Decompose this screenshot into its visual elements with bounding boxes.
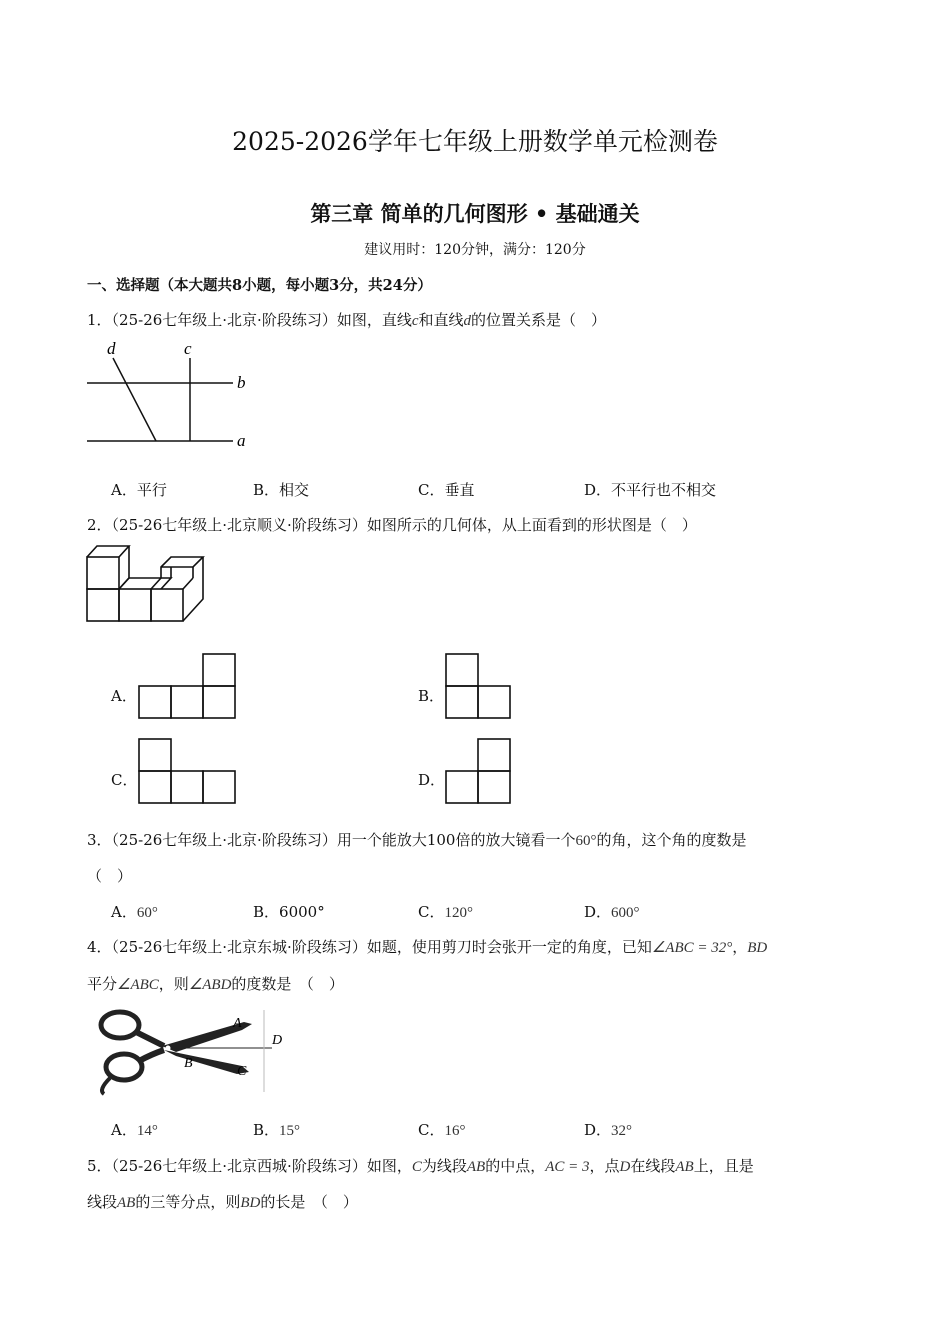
q4-option-c[interactable]: C．16° [418, 1121, 466, 1139]
q2-option-a-figure[interactable] [138, 654, 238, 720]
q2-option-b-figure[interactable] [446, 654, 516, 720]
exam-title: 2025-2026学年七年级上册数学单元检测卷 [232, 127, 718, 156]
question-3-paren: （ ） [87, 867, 133, 885]
chapter-subtitle: 第三章 简单的几何图形 • 基础通关 [310, 201, 640, 226]
upper-handle [101, 1012, 139, 1038]
label-D: D [272, 1033, 283, 1048]
question-5-text: 5．（25-26七年级上·北京西城·阶段练习）如图，C为线段AB的中点，AC = 3，点D在线段AB上，且是 [87, 1157, 754, 1175]
q2-option-c-figure[interactable] [138, 739, 238, 805]
question-4-text-line2: 平分∠ABC，则∠ABD的度数是 （ ） [87, 975, 344, 993]
question-1-figure [85, 338, 265, 453]
question-1-text: 1．（25-26七年级上·北京·阶段练习）如图，直线c和直线d的位置关系是（ ） [87, 311, 607, 329]
time-info: 建议用时：120分钟，满分：120分 [364, 242, 586, 258]
q2-option-c-letter[interactable]: C． [111, 771, 138, 789]
label-C: C [237, 1064, 247, 1079]
q3-option-c[interactable]: C．120° [418, 903, 473, 921]
section-heading: 一、选择题（本大题共8小题，每小题3分，共24分） [87, 277, 432, 294]
lower-handle [106, 1054, 142, 1080]
question-2-text: 2．（25-26七年级上·北京顺义·阶段练习）如图所示的几何体，从上面看到的形状图是（ ） [87, 516, 697, 534]
label-c: c [184, 339, 192, 358]
pivot-b [166, 1046, 171, 1051]
question-3-text: 3．（25-26七年级上·北京·阶段练习）用一个能放大100倍的放大镜看一个60°的角，这个角的度数是 [87, 831, 747, 849]
q3-option-b[interactable]: B．6000° [253, 903, 325, 921]
q2-option-d-figure[interactable] [446, 739, 516, 805]
label-d: d [107, 339, 116, 358]
question-5-text-line2: 线段AB的三等分点，则BD的长是 （ ） [87, 1193, 358, 1211]
q2-option-d-letter[interactable]: D． [418, 771, 446, 789]
line-d [113, 358, 156, 441]
question-4-scissors-figure [92, 1004, 292, 1099]
q1-option-b[interactable]: B．相交 [253, 481, 310, 499]
label-B: B [184, 1056, 193, 1071]
q1-option-d[interactable]: D．不平行也不相交 [584, 481, 717, 499]
question-2-solid-figure [86, 544, 211, 624]
q1-option-c[interactable]: C．垂直 [418, 481, 475, 499]
label-a: a [237, 431, 246, 450]
q2-option-a-letter[interactable]: A． [111, 687, 137, 705]
question-4-text: 4．（25-26七年级上·北京东城·阶段练习）如题，使用剪刀时会张开一定的角度，已知∠ABC = 32°，BD [87, 938, 768, 956]
q4-option-b[interactable]: B．15° [253, 1121, 301, 1139]
q4-option-d[interactable]: D．32° [584, 1121, 633, 1139]
q4-option-a[interactable]: A．14° [111, 1121, 158, 1139]
q1-option-a[interactable]: A．平行 [111, 481, 167, 499]
q3-option-a[interactable]: A．60° [111, 903, 158, 921]
q2-option-b-letter[interactable]: B． [418, 687, 445, 705]
q3-option-d[interactable]: D．600° [584, 903, 640, 921]
label-A: A [233, 1016, 242, 1031]
label-b: b [237, 373, 246, 392]
